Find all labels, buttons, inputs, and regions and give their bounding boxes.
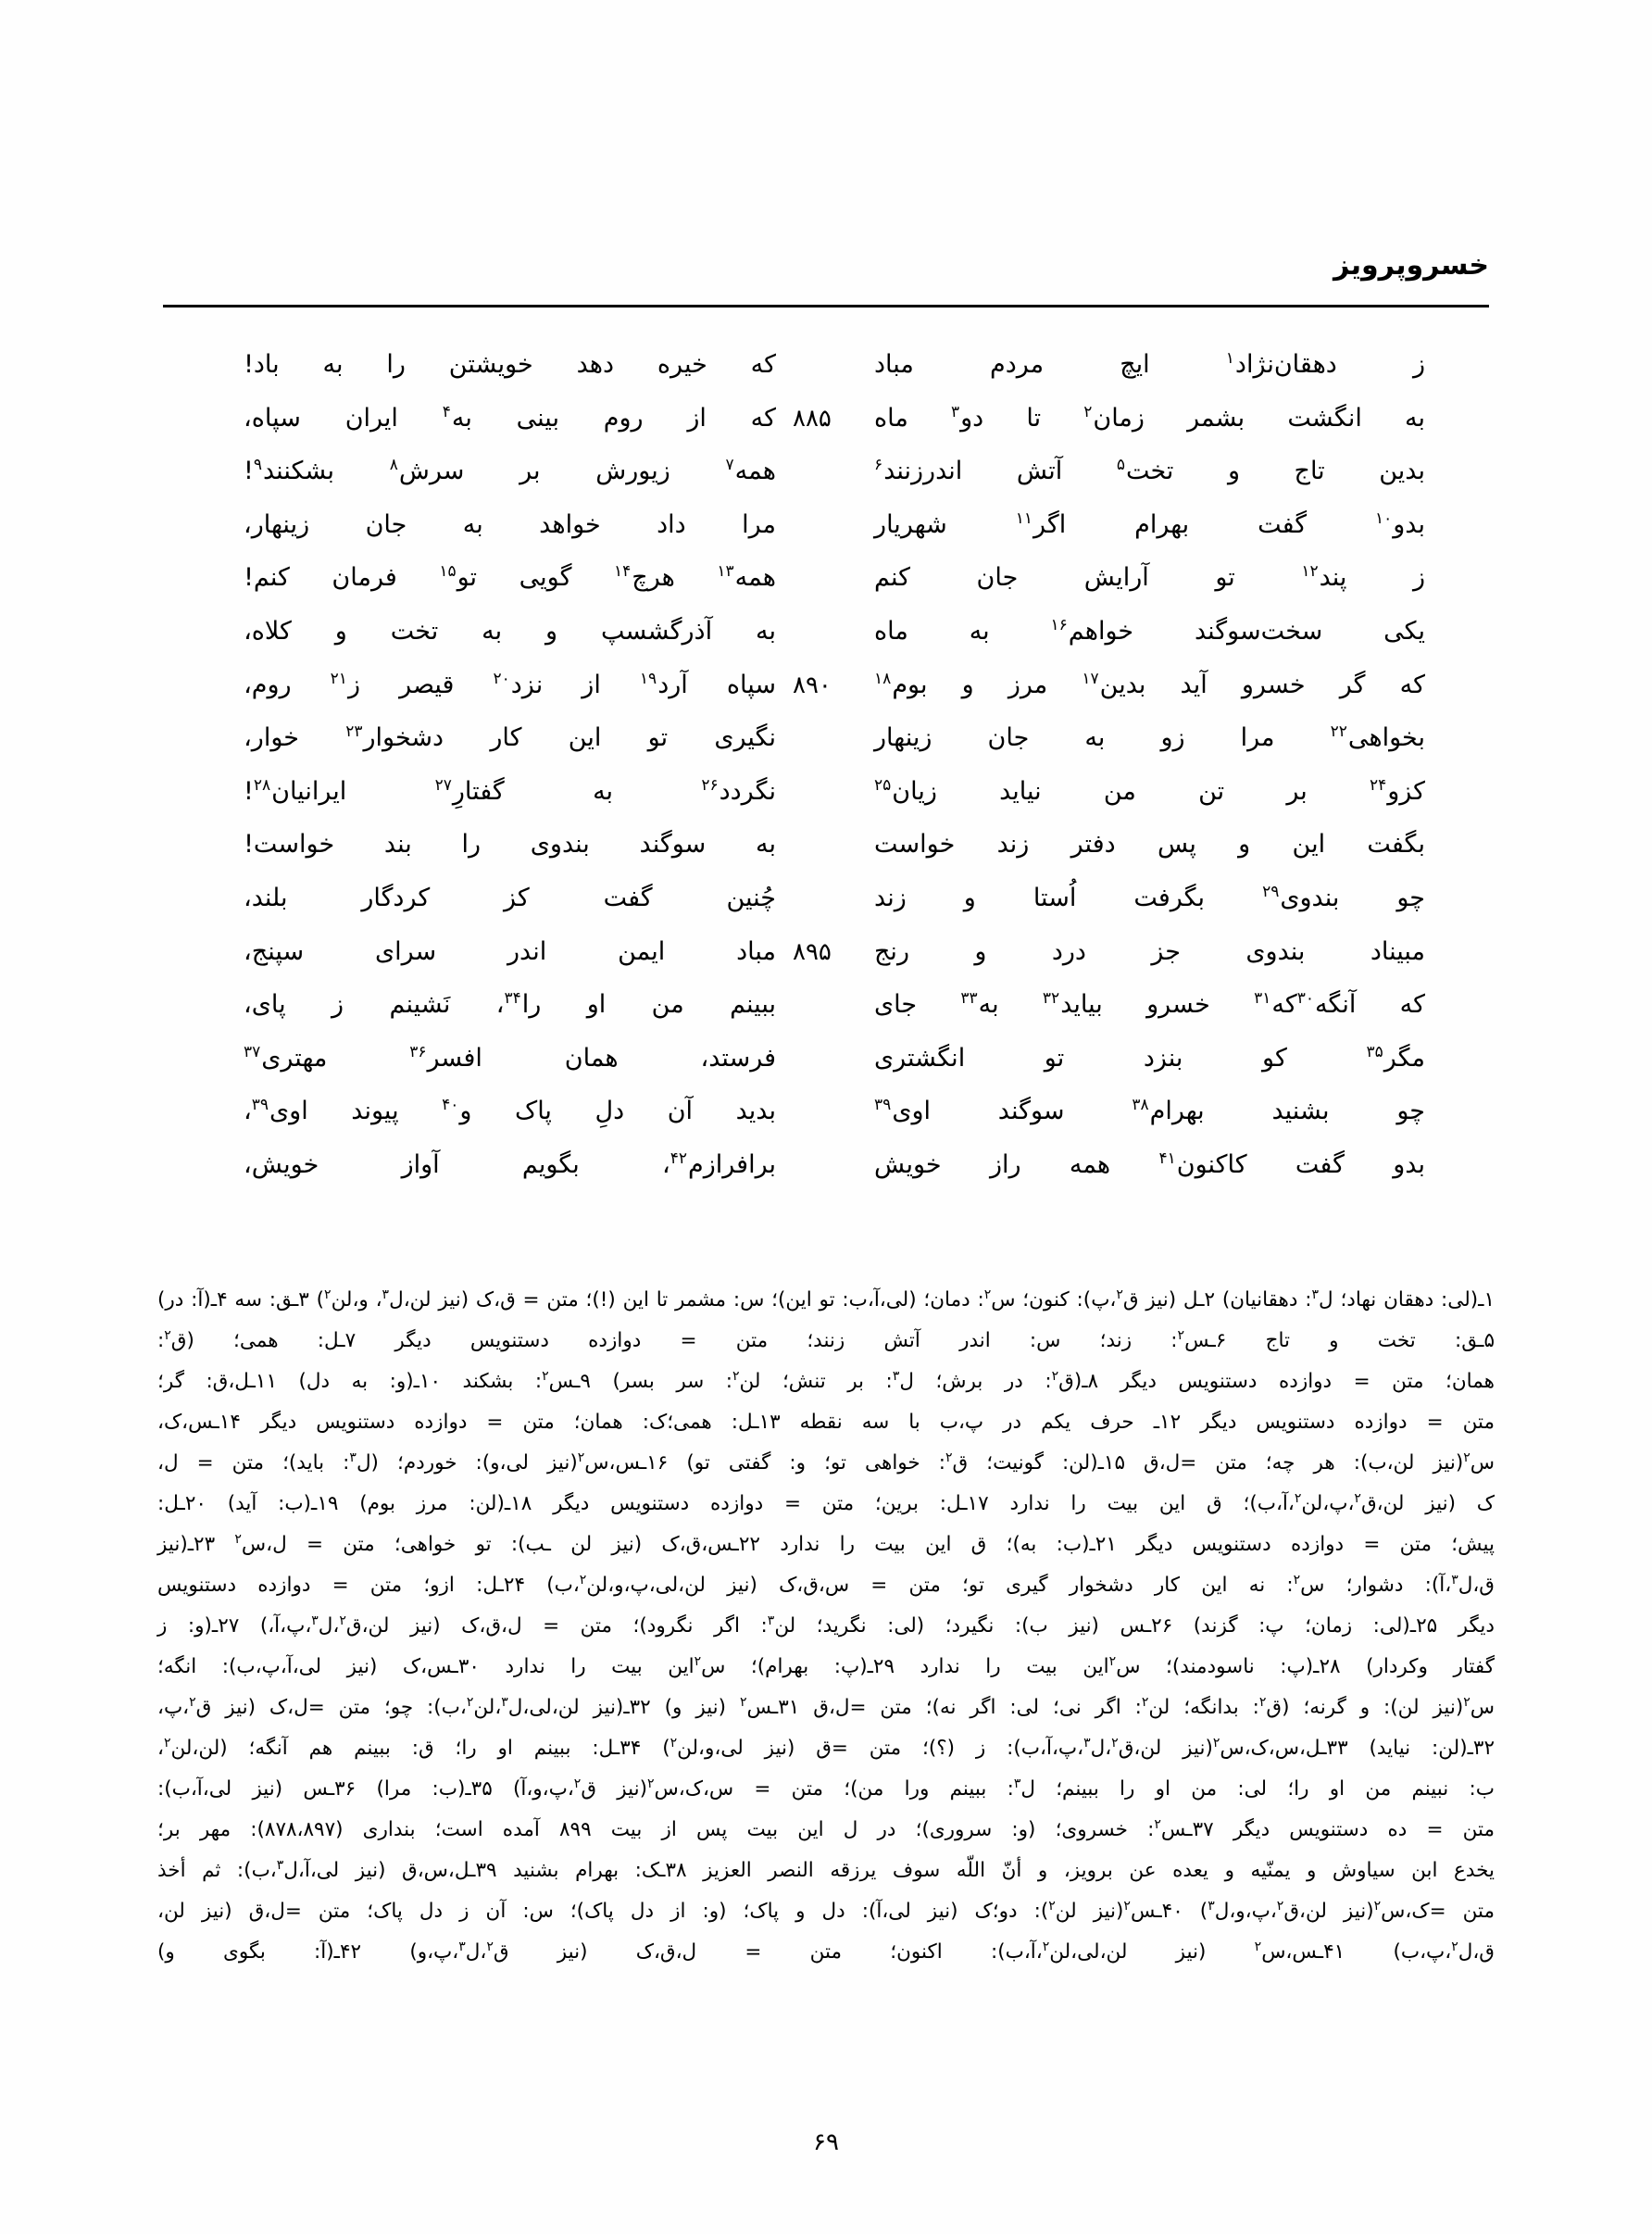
apparatus-line: متن = ده دستنویس دیگر ۳۷ـس$^۲$: خسروی؛ (و: سروری)؛ در ل این بیت پس از بیت ۸۹۹ آمده است؛ بنداری (۸۷۸،۸۹۷): مهر بر؛ <box>157 1816 1496 1841</box>
hemistich-left: به آذرگشسپ و به تخت و کلاه، <box>244 616 776 646</box>
verse-row <box>227 884 1425 937</box>
hemistich-left: بدید آن دلِ پاک و$^{۴۰}$ پیوند اوی$^{۳۹}$، <box>244 1096 776 1126</box>
hemistich-left: مباد ایمن اندر سرای سپنج، <box>244 936 776 966</box>
hemistich-left: به سوگند بندوی را بند خواست! <box>244 830 776 860</box>
hemistich-left: برافرازم$^{۴۲}$، بگویم آواز خویش، <box>244 1148 776 1179</box>
hemistich-left: مرا داد خواهد به جان زینهار، <box>244 509 776 539</box>
running-head-title: خسروپرویز <box>1333 249 1489 282</box>
verse-row <box>227 350 1425 404</box>
hemistich-left: چُنین گفت کز کردگار بلند، <box>244 883 776 912</box>
apparatus-line: یخدع ابن سیاوش و یمنّیه و یعده عن برویز، و أنّ اللّه سوف یرزقه النصر العزیز ۳۸ـک: بهرام بشنید ۳۹ـل،س،ق (نیز لی،آ،ل$^۳$،ب): ثم أخذ <box>157 1857 1495 1882</box>
verse-row <box>227 1097 1425 1150</box>
apparatus-line: گفتار وکردار) ۲۸ـ(پ: ناسودمند)؛ س$^۲$این بیت را ندارد ۲۹ـ(پ: بهرام)؛ س$^۲$این بیت را ندارد ۳۰ـس،ک (نیز لی،آ،پ،ب): انگه؛ <box>157 1653 1495 1678</box>
apparatus-line: دیگر ۲۵ـ(لی: زمان؛ پ: گزند) ۲۶ـس (نیز ب): نگیرد؛ (لی: نگرید؛ لن$^۳$: اگر نگرود)؛ متن = ل،ق،ک (نیز لن،ق$^۲$،ل$^۳$،پ،آ،) ۲۷ـ(و: ز <box>157 1613 1495 1638</box>
verse-row <box>227 510 1425 564</box>
hemistich-right: یکی سخت‌سوگند خواهم$^{۱۶}$ به ماه <box>874 615 1425 646</box>
hemistich-right: بدین تاج و تخت$^۵$ آتش اندرزنند$^۶$ <box>874 456 1425 486</box>
apparatus-line: س$^۲$(نیز لن): و گرنه؛ (ق$^۲$: بدانگه؛ لن$^۲$: اگر نی؛ لی: اگر نه)؛ متن =ل،ق ۳۱ـس$^۲$ (نیز و) ۳۲ـ(نیز لن،لی،ل$^۳$،لن$^۲$،ب): چو؛ متن =ل،ک (نیز ق$^۲$،پ، <box>157 1694 1495 1719</box>
hemistich-right: چو بندوی$^{۲۹}$ بگرفت اُستا و زند <box>874 882 1425 912</box>
verse-number: ۸۸۵ <box>793 404 832 433</box>
hemistich-left: نگردد$^{۲۶}$ به گفتارِ$^{۲۷}$ ایرانیان$^{۲۸}$! <box>244 775 776 806</box>
folio-number: ۶۹ <box>813 2128 839 2156</box>
hemistich-left: سپاه آرد$^{۱۹}$ از نزد$^{۲۰}$ قیصر ز$^{۲۱}$ روم، <box>244 669 776 699</box>
hemistich-left: که خیره دهد خویشتن را به باد! <box>244 350 776 379</box>
verse-number: ۸۹۵ <box>793 937 832 966</box>
verse-row <box>227 671 1425 724</box>
hemistich-right: بدو گفت کاکنون$^{۴۱}$ همه راز خویش <box>874 1148 1425 1179</box>
header-rule <box>163 305 1489 307</box>
apparatus-line: ق،ل$^۲$،پ،ب) ۴۱ـس،س$^۲$ (نیز لن،لی،لن$^۲$،آ،ب): اکنون؛ متن = ل،ق،ک (نیز ق$^۲$،ل$^۳$،پ،و) ۴۲ـ(آ: بگوی و) <box>157 1939 1495 1964</box>
apparatus-line: همان؛ متن = دوازده دستنویس دیگر ۸ـ(ق$^۲$: در برش؛ ل$^۳$: بر تنش؛ لن$^۲$: سر بسر) ۹ـس$^۲$: بشکند ۱۰ـ(و: به دل) ۱۱ـل،ق: گر؛ <box>157 1368 1495 1393</box>
critical-apparatus <box>157 1280 1495 1973</box>
hemistich-right: بدو$^{۱۰}$ گفت بهرام اگر$^{۱۱}$ شهریار <box>874 508 1425 539</box>
apparatus-line: ۱ـ(لی: دهقان نهاد؛ ل$^۳$: دهقانیان) ۲ـل (نیز ق$^۲$،پ): کنون؛ س$^۲$: دمان؛ (لی،آ،ب: تو این)؛ س: مشمر تا این (!)؛ متن = ق،ک (نیز لن،ل$^۳$، و،لن$^۲$) ۳ـق: سه ۴ـ(آ: در) ۵ـق: تخت و تاج ۶ـس$^۲$: زند؛ س: اندر آتش زنند؛ متن = دوازده دستنویس دیگر ۷ـل: همی؛ (ق$^۲$: <box>157 1286 1495 1352</box>
hemistich-right: ز دهقان‌نژاد$^۱$ ایچ مردم مباد <box>874 349 1425 379</box>
hemistich-right: که گر خسرو آید بدین$^{۱۷}$ مرز و بوم$^{۱۸}$ <box>874 669 1425 699</box>
hemistich-left: همه$^۷$ زیورش بر سرش$^۸$ بشکنند$^۹$! <box>244 456 776 486</box>
apparatus-line: ب: نبینم من او را؛ لی: من او را ببینم؛ ل$^۳$: ببینم ورا من)؛ متن = س،ک،س$^۲$(نیز ق$^۲$،پ،و،آ) ۳۵ـ(ب: مرا) ۳۶ـس (نیز لی،آ،ب): <box>157 1776 1495 1801</box>
verse-row <box>227 1044 1425 1098</box>
verse-row <box>227 1150 1425 1204</box>
hemistich-right: بگفت این و پس دفتر زند خواست <box>874 830 1425 860</box>
verse-number: ۸۹۰ <box>793 671 832 699</box>
hemistich-right: کزو$^{۲۴}$ بر تن من نیاید زیان$^{۲۵}$ <box>874 775 1425 806</box>
hemistich-left: نگیری تو این کار دشخوار$^{۲۳}$ خوار، <box>244 722 776 753</box>
hemistich-left: ببینم من او را$^{۳۴}$، نَشینم ز پای، <box>244 989 776 1020</box>
verse-row <box>227 404 1425 458</box>
hemistich-left: همه$^{۱۳}$ هرچ$^{۱۴}$ گویی تو$^{۱۵}$ فرمان کنم! <box>244 562 776 593</box>
hemistich-right: چو بشنید بهرام$^{۳۸}$ سوگند اوی$^{۳۹}$ <box>874 1096 1425 1126</box>
hemistich-left: که از روم بینی به$^۴$ ایران سپاه، <box>244 402 776 433</box>
apparatus-line: ک (نیز لن،ق$^۲$،پ،لن$^۲$،آ،ب)؛ ق این بیت را ندارد ۱۷ـل: برین؛ متن = دوازده دستنویس دیگر ۱۸ـ(لن: مرز بوم) ۱۹ـ(ب: آید) ۲۰ـل: <box>157 1490 1496 1515</box>
apparatus-line: پیش؛ متن = دوازده دستنویس دیگر ۲۱ـ(ب: به)؛ ق این بیت را ندارد ۲۲ـس،ق،ک (نیز لن ـب): تو خواهی؛ متن = ل،س$^۲$ ۲۳ـ(نیز <box>157 1531 1495 1556</box>
verse-row <box>227 830 1425 884</box>
hemistich-right: بخواهی$^{۲۲}$ مرا زو به جان زینهار <box>874 722 1425 753</box>
apparatus-line: ق،ل$^۳$،آ): دشوار؛ س$^۲$: نه این کار دشخوار گیری تو؛ متن = س،ق،ک (نیز لن،لی،پ،و،لن$^۲$،ب) ۲۴ـل: ازو؛ متن = دوازده دستنویس <box>157 1572 1495 1597</box>
verse-row <box>227 617 1425 671</box>
verse-row <box>227 723 1425 777</box>
apparatus-line: س$^۲$(نیز لن،ب): هر چه؛ متن =ل،ق ۱۵ـ(لن: گونیت؛ ق$^۲$: خواهی تو؛ و: گفتی تو) ۱۶ـس،س$^۲$(نیز لی،و): خوردم؛ (ل$^۳$: باید)؛ متن = ل، <box>157 1450 1495 1475</box>
verse-block <box>227 350 1425 1204</box>
hemistich-left: فرستد، همان افسر$^{۳۶}$ مهتری$^{۳۷}$ <box>244 1042 776 1073</box>
page-header <box>163 249 1489 307</box>
verse-row <box>227 457 1425 510</box>
verse-row <box>227 563 1425 617</box>
apparatus-line: متن =ک،س$^۲$(نیز لن،ق$^۲$،پ،و،ل$^۳$) ۴۰ـس$^۲$(نیز لن$^۲$): دو؛ک (نیز لی،آ): دل و پاک؛ (و: از دل پاک)؛ س: آن ز دل پاک؛ متن =ل،ق (نیز لن، <box>157 1898 1495 1923</box>
verse-row <box>227 777 1425 831</box>
hemistich-right: ز پند$^{۱۲}$ تو آرایش جان کنم <box>874 562 1425 593</box>
hemistich-right: مبیناد بندوی جز درد و رنج <box>874 936 1425 966</box>
hemistich-right: مگر$^{۳۵}$ کو بنزد تو انگشتری <box>874 1042 1425 1073</box>
verse-row <box>227 937 1425 991</box>
hemistich-right: به انگشت بشمر زمان$^۲$ تا دو$^۳$ ماه <box>874 402 1425 433</box>
hemistich-right: که آنگه$^{۳۰}$که$^{۳۱}$ خسرو بیاید$^{۳۲}$ به$^{۳۳}$ جای <box>874 989 1425 1020</box>
apparatus-line: متن = دوازده دستنویس دیگر ۱۲ـ حرف یکم در پ،ب با سه نقطه ۱۳ـل: همی؛ک: همان؛ متن = دوازده دستنویس دیگر ۱۴ـس،ک، <box>157 1411 1495 1434</box>
verse-row <box>227 990 1425 1044</box>
apparatus-line: ۳۲ـ(لن: نیاید) ۳۳ـل،س،ک،س$^۲$(نیز لن،ق$^۲$،ل$^۳$،پ،آ،ب): ز (؟)؛ متن =ق (نیز لی،و،لن$^۲$) ۳۴ـل: ببینم او را؛ ق: ببینم هم آنگه؛ (لن،لن$^۲$، <box>157 1735 1495 1760</box>
